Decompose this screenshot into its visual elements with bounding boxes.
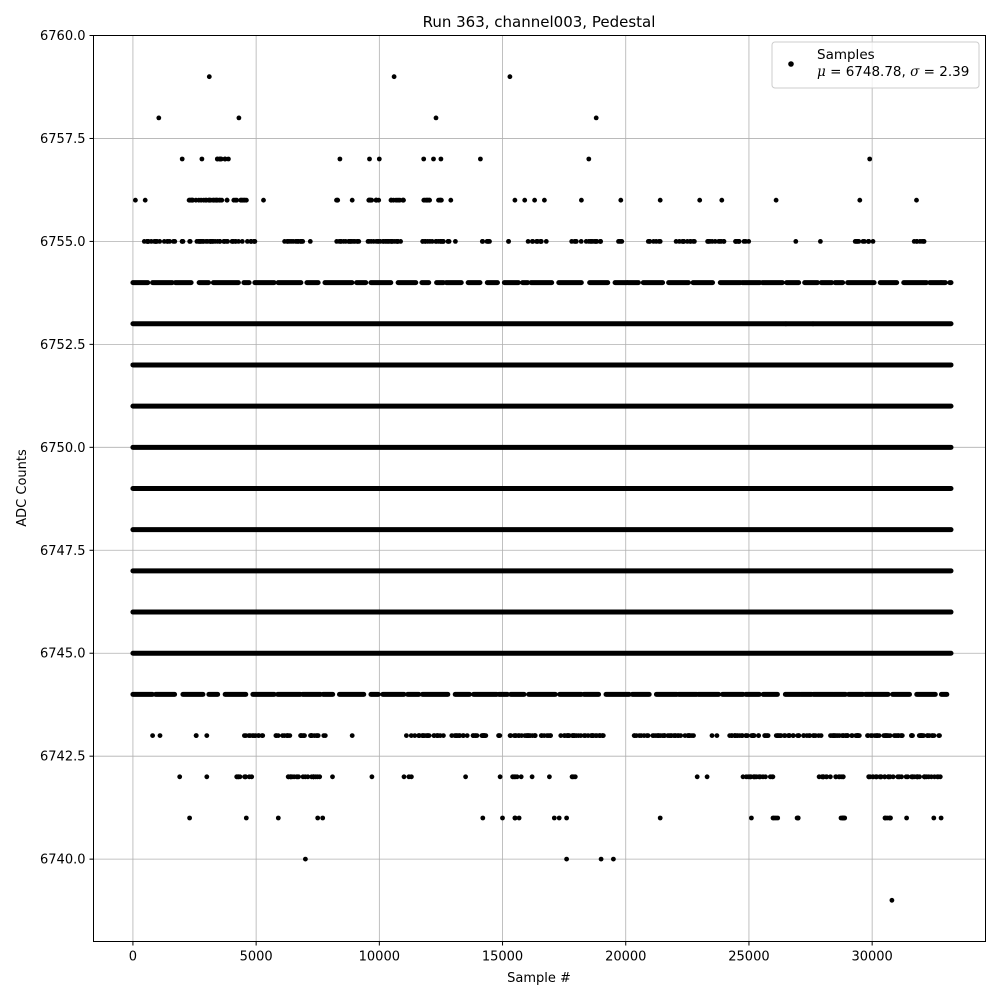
sample-point (854, 733, 859, 738)
sample-point (317, 774, 322, 779)
sample-point (530, 239, 535, 244)
sample-point (291, 239, 296, 244)
sample-point (513, 816, 518, 821)
sample-point (180, 239, 185, 244)
sample-point (377, 157, 382, 162)
sample-point (594, 239, 599, 244)
sample-point (290, 774, 295, 779)
sample-point (658, 239, 663, 244)
sample-point (315, 816, 320, 821)
sample-point (832, 733, 837, 738)
sample-point (487, 239, 492, 244)
sample-point (242, 733, 247, 738)
sample-point (532, 198, 537, 203)
sample-point (912, 239, 917, 244)
sample-point (652, 733, 657, 738)
sample-point (376, 239, 381, 244)
sample-point (303, 857, 308, 862)
sample-point (421, 198, 426, 203)
sample-point (597, 733, 602, 738)
sample-point (482, 733, 487, 738)
sample-point (883, 816, 888, 821)
sample-point (214, 198, 219, 203)
sample-point (573, 239, 578, 244)
sample-point (796, 816, 801, 821)
sample-point (719, 198, 724, 203)
sample-point (617, 239, 622, 244)
sample-point (542, 198, 547, 203)
sample-point (766, 733, 771, 738)
sample-point (647, 239, 652, 244)
sample-point (199, 198, 204, 203)
sample-point (937, 733, 942, 738)
sample-point (260, 733, 265, 738)
sample-point (896, 733, 901, 738)
x-tick-label: 20000 (605, 949, 647, 965)
sample-point (909, 733, 914, 738)
sample-point (589, 733, 594, 738)
sample-point (448, 198, 453, 203)
sample-point (811, 321, 816, 326)
sample-point (242, 774, 247, 779)
x-tick-label: 10000 (358, 949, 401, 965)
sample-point (441, 733, 446, 738)
sample-point (546, 733, 551, 738)
sample-point (547, 774, 552, 779)
sample-point (204, 774, 209, 779)
sample-point (180, 157, 185, 162)
sample-point (436, 733, 441, 738)
sample-point (900, 733, 905, 738)
sample-point (478, 157, 483, 162)
sample-point (369, 198, 374, 203)
sample-point (618, 198, 623, 203)
sample-point (722, 239, 727, 244)
sample-point (544, 239, 549, 244)
sample-point (667, 733, 672, 738)
sample-point (350, 239, 355, 244)
sample-point (841, 816, 846, 821)
sample-point (877, 733, 882, 738)
sample-point (337, 239, 342, 244)
sample-point (434, 116, 439, 121)
sample-point (756, 733, 761, 738)
sample-point (784, 321, 789, 326)
sample-point (572, 733, 577, 738)
sample-point (367, 157, 372, 162)
sample-point (564, 816, 569, 821)
sample-point (746, 239, 751, 244)
sample-point (207, 74, 212, 79)
sample-point (177, 774, 182, 779)
y-axis-label: ADC Counts (15, 449, 30, 527)
sample-point (439, 198, 444, 203)
sample-point (914, 198, 919, 203)
sample-point (252, 733, 257, 738)
sample-point (867, 157, 872, 162)
y-tick-label: 6760.0 (40, 29, 86, 44)
sample-point (417, 733, 422, 738)
sample-point (237, 116, 242, 121)
sample-point (350, 733, 355, 738)
sample-point (343, 239, 348, 244)
sample-point (133, 198, 138, 203)
sample-point (642, 733, 647, 738)
sample-point (198, 239, 203, 244)
sample-point (506, 239, 511, 244)
sample-point (522, 198, 527, 203)
chart-title: Run 363, channel003, Pedestal (422, 13, 656, 31)
sample-point (158, 733, 163, 738)
sample-point (921, 239, 926, 244)
sample-point (457, 733, 462, 738)
sample-point (751, 774, 756, 779)
sample-point (871, 774, 876, 779)
sample-point (395, 239, 400, 244)
sample-point (896, 774, 901, 779)
sample-point (796, 733, 801, 738)
sample-point (884, 733, 889, 738)
sample-point (867, 774, 872, 779)
sample-point (236, 239, 241, 244)
sample-point (238, 198, 243, 203)
sample-point (904, 774, 909, 779)
sample-point (508, 74, 513, 79)
sample-point (526, 239, 531, 244)
sample-point (530, 774, 535, 779)
sample-point (370, 774, 375, 779)
sample-point (749, 816, 754, 821)
sample-point (446, 239, 451, 244)
sample-point (303, 774, 308, 779)
sample-point (552, 816, 557, 821)
sample-point (904, 816, 909, 821)
sample-point (200, 157, 205, 162)
sample-point (338, 157, 343, 162)
sample-point (374, 198, 379, 203)
sample-point (716, 239, 721, 244)
sample-point (412, 733, 417, 738)
sample-point (871, 239, 876, 244)
sample-point (820, 774, 825, 779)
sample-point (857, 198, 862, 203)
sample-point (705, 774, 710, 779)
sample-point (526, 733, 531, 738)
sample-point (274, 733, 279, 738)
sample-point (244, 198, 249, 203)
x-axis-label: Sample # (507, 971, 571, 986)
sample-point (850, 733, 855, 738)
sample-point (866, 239, 871, 244)
sample-point (828, 733, 833, 738)
sample-point (276, 816, 281, 821)
sample-point (244, 816, 249, 821)
sample-point (355, 239, 360, 244)
sample-point (656, 733, 661, 738)
sample-point (367, 239, 372, 244)
sample-point (420, 239, 425, 244)
mu-symbol: μ (817, 64, 826, 80)
sample-point (219, 198, 224, 203)
sample-point (697, 198, 702, 203)
legend (772, 42, 979, 88)
sample-point (409, 774, 414, 779)
sample-point (424, 733, 429, 738)
y-tick-label: 6750.0 (40, 440, 86, 456)
sample-point (404, 733, 409, 738)
sample-point (787, 733, 792, 738)
sample-point (746, 774, 751, 779)
x-tick-label: 5000 (239, 949, 273, 965)
sample-point (598, 239, 603, 244)
sample-point (710, 733, 715, 738)
sample-point (323, 733, 328, 738)
sample-point (453, 239, 458, 244)
sample-point (586, 157, 591, 162)
sample-point (154, 239, 159, 244)
sample-point (658, 198, 663, 203)
sample-point (921, 733, 926, 738)
sample-point (282, 733, 287, 738)
sample-point (465, 733, 470, 738)
legend-series-name: Samples (817, 47, 875, 63)
sample-point (225, 198, 230, 203)
sample-point (426, 198, 431, 203)
sample-point (922, 774, 927, 779)
sample-point (385, 239, 390, 244)
sample-point (683, 733, 688, 738)
sample-point (579, 239, 584, 244)
sample-point (171, 239, 176, 244)
sample-point (856, 239, 861, 244)
sample-point (539, 239, 544, 244)
sample-point (869, 733, 874, 738)
sample-point (910, 774, 915, 779)
y-tick-label: 6740.0 (40, 852, 86, 868)
sample-point (150, 733, 155, 738)
sample-point (926, 733, 931, 738)
sample-point (156, 116, 161, 121)
sample-point (187, 239, 192, 244)
sample-point (882, 774, 887, 779)
sample-point (861, 239, 866, 244)
sample-point (145, 239, 150, 244)
sample-point (563, 733, 568, 738)
sample-point (807, 733, 812, 738)
sample-point (392, 74, 397, 79)
x-tick-label: 25000 (728, 949, 770, 965)
sample-point (519, 774, 524, 779)
sample-point (539, 733, 544, 738)
y-tick-label: 6755.0 (40, 234, 86, 250)
sample-point (498, 774, 503, 779)
sample-point (888, 816, 893, 821)
y-tick-label: 6747.5 (40, 543, 86, 559)
sample-point (497, 733, 502, 738)
sample-point (751, 733, 756, 738)
sample-point (813, 733, 818, 738)
sample-point (308, 239, 313, 244)
sample-point (818, 239, 823, 244)
sample-point (732, 733, 737, 738)
y-tick-label: 6752.5 (40, 337, 86, 353)
sample-point (143, 198, 148, 203)
sample-point (394, 198, 399, 203)
sample-point (252, 239, 257, 244)
sample-point (296, 239, 301, 244)
sample-point (658, 816, 663, 821)
sample-point (688, 733, 693, 738)
sample-point (231, 198, 236, 203)
legend-stats: μ = 6748.78, σ = 2.39 (817, 64, 970, 80)
sample-point (891, 774, 896, 779)
x-tick-label: 15000 (481, 949, 524, 965)
sample-point (775, 733, 780, 738)
sample-point (223, 157, 228, 162)
sample-point (207, 198, 212, 203)
sample-point (594, 116, 599, 121)
sample-point (302, 733, 307, 738)
sample-point (438, 239, 443, 244)
sample-point (930, 733, 935, 738)
sigma-symbol: σ (910, 64, 920, 80)
sample-point (402, 774, 407, 779)
sample-point (231, 239, 236, 244)
sample-point (774, 198, 779, 203)
sample-point (939, 816, 944, 821)
sample-point (389, 198, 394, 203)
sample-point (285, 239, 290, 244)
sample-point (771, 774, 776, 779)
sample-point (737, 239, 742, 244)
sample-point (320, 816, 325, 821)
y-tick-label: 6757.5 (40, 131, 86, 147)
sample-point (295, 774, 300, 779)
sample-point (480, 816, 485, 821)
sample-point (439, 157, 444, 162)
sample-point (473, 733, 478, 738)
sample-point (890, 898, 895, 903)
sample-point (915, 774, 920, 779)
sample-point (512, 774, 517, 779)
sample-point (695, 774, 700, 779)
sample-point (570, 774, 575, 779)
sample-point (673, 733, 678, 738)
sample-point (335, 198, 340, 203)
sample-point (662, 733, 667, 738)
sample-point (261, 198, 266, 203)
sample-point (209, 239, 214, 244)
sample-point (224, 239, 229, 244)
sample-point (463, 774, 468, 779)
sample-point (421, 157, 426, 162)
sample-point (316, 733, 321, 738)
sample-point (932, 774, 937, 779)
sample-point (187, 198, 192, 203)
sample-point (308, 733, 313, 738)
sample-point (801, 733, 806, 738)
x-tick-label: 0 (128, 949, 138, 965)
sample-point (381, 239, 386, 244)
sample-point (632, 733, 637, 738)
sample-point (758, 774, 763, 779)
sample-point (194, 198, 199, 203)
sample-point (741, 774, 746, 779)
sample-point (771, 816, 776, 821)
sample-point (931, 816, 936, 821)
sample-point (793, 239, 798, 244)
sample-point (688, 239, 693, 244)
sample-point (204, 733, 209, 738)
sample-point (350, 198, 355, 203)
sample-point (508, 733, 513, 738)
sample-point (431, 157, 436, 162)
sample-point (589, 239, 594, 244)
sample-point (837, 733, 842, 738)
sample-point (837, 774, 842, 779)
x-tick-label: 30000 (851, 949, 893, 965)
sample-point (433, 239, 438, 244)
sample-point (599, 857, 604, 862)
sample-point (564, 857, 569, 862)
sample-point (557, 816, 562, 821)
sample-point (782, 733, 787, 738)
sample-point (579, 198, 584, 203)
sample-point (165, 239, 170, 244)
sample-point (677, 239, 682, 244)
sample-point (578, 733, 583, 738)
sample-point (187, 816, 192, 821)
sample-point (330, 774, 335, 779)
sample-point (715, 733, 720, 738)
legend-sigma-value: 2.39 (939, 64, 970, 80)
sample-point (238, 774, 243, 779)
sample-point (194, 733, 199, 738)
sample-point (611, 857, 616, 862)
sample-point (533, 733, 538, 738)
sample-point (763, 774, 768, 779)
sample-point (939, 280, 944, 285)
y-tick-label: 6745.0 (40, 646, 86, 662)
sample-point (558, 733, 563, 738)
sample-point (706, 239, 711, 244)
sample-point (517, 733, 522, 738)
legend-mu-value: 6748.78 (845, 64, 902, 80)
sample-point (737, 733, 742, 738)
sample-point (249, 774, 254, 779)
sample-point (513, 198, 518, 203)
sample-point (500, 816, 505, 821)
legend-marker (788, 61, 794, 67)
sample-point (480, 239, 485, 244)
y-tick-label: 6742.5 (40, 749, 86, 765)
sample-point (287, 733, 292, 738)
